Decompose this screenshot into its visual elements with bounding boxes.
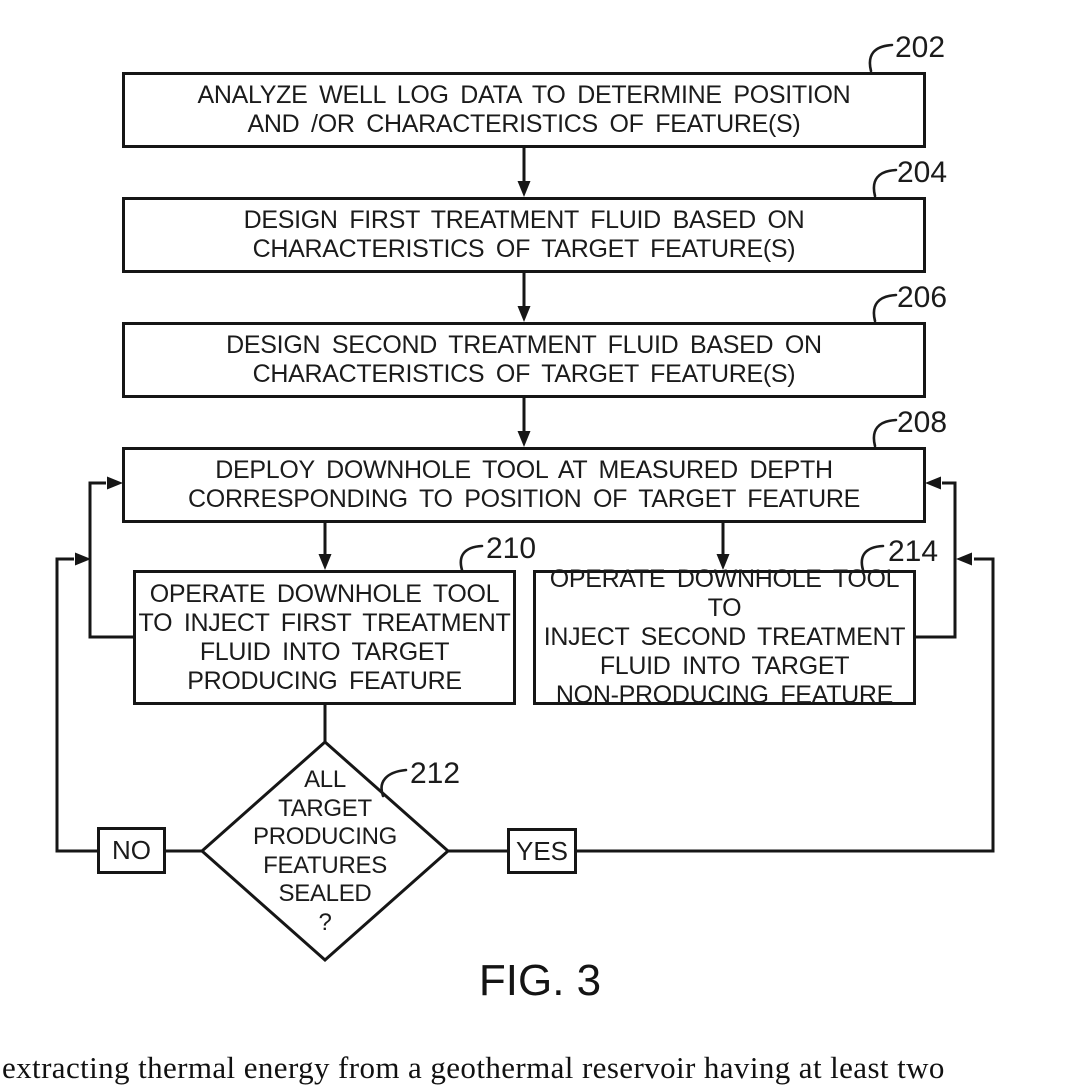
box-text-line: FLUID INTO TARGET: [199, 637, 450, 666]
leader-208: [874, 420, 896, 446]
box-text-line: CORRESPONDING TO POSITION OF TARGET FEATURE: [188, 485, 860, 513]
arrowhead-210: [319, 554, 332, 570]
flowchart-box-206: [122, 322, 926, 398]
decision-text-line: SEALED: [278, 880, 372, 907]
page-body-text: extracting thermal energy from a geothermal reservoir having at least two: [2, 1050, 945, 1085]
arrowhead-206: [518, 306, 531, 322]
branch-no-box: [97, 827, 166, 874]
ref-label-206: 206: [897, 281, 948, 314]
box-text-line: NON-PRODUCING FEATURE: [555, 681, 894, 709]
box-text-line: FLUID INTO TARGET: [599, 652, 850, 680]
box-text-line: DEPLOY DOWNHOLE TOOL AT MEASURED DEPTH: [215, 456, 833, 484]
decision-text-line: FEATURES: [263, 851, 387, 879]
box-text-line: OPERATE DOWNHOLE TOOL: [149, 579, 500, 608]
flowchart-box-210: [133, 570, 516, 705]
ref-label-202: 202: [895, 31, 946, 64]
decision-text-line: ALL: [304, 766, 346, 793]
box-text-line: INJECT SECOND TREATMENT: [543, 623, 906, 651]
box-text-line: ANALYZE WELL LOG DATA TO DETERMINE POSITION: [197, 81, 851, 109]
leader-206: [874, 295, 896, 321]
box-text-line: AND /OR CHARACTERISTICS OF FEATURE(S): [247, 110, 801, 138]
flowchart-box-208: [122, 447, 926, 523]
arrowhead-204: [518, 181, 531, 197]
flowchart-box-214: [533, 565, 916, 709]
leader-210: [461, 546, 482, 570]
ref-label-208: 208: [897, 406, 948, 439]
box-text-line: PRODUCING FEATURE: [187, 666, 462, 695]
flowchart-box-202: [122, 72, 926, 148]
ref-label-212: 212: [410, 757, 461, 790]
flowchart-box-204: [122, 197, 926, 273]
decision-text-line: ?: [318, 908, 332, 936]
branch-no-label: NO: [112, 835, 151, 865]
box-text-line: TO INJECT FIRST TREATMENT: [138, 608, 511, 637]
box-text-line: CHARACTERISTICS OF TARGET FEATURE(S): [252, 360, 796, 388]
leader-204: [874, 170, 896, 196]
branch-yes-label: YES: [515, 835, 569, 866]
leader-202: [870, 45, 892, 71]
decision-diamond-212: [225, 766, 425, 937]
ref-label-204: 204: [897, 156, 948, 189]
arrowhead-208: [518, 431, 531, 447]
box-text-line: DESIGN FIRST TREATMENT FLUID BASED ON: [243, 206, 805, 234]
arrowhead-left-into-208: [107, 477, 123, 490]
box-text-line: OPERATE DOWNHOLE TOOL TO: [549, 565, 900, 622]
ref-label-210: 210: [486, 532, 537, 565]
decision-text-line: PRODUCING: [253, 823, 397, 850]
figure-caption: FIG. 3: [478, 956, 602, 1005]
box-text-line: DESIGN SECOND TREATMENT FLUID BASED ON: [226, 331, 822, 359]
branch-yes-box: [507, 828, 577, 874]
decision-text-line: TARGET: [278, 794, 372, 822]
ref-label-214: 214: [888, 535, 939, 568]
box-text-line: CHARACTERISTICS OF TARGET FEATURE(S): [252, 235, 796, 263]
arrowhead-right-into-208: [925, 477, 941, 490]
arrowhead-right-merge: [956, 553, 972, 566]
